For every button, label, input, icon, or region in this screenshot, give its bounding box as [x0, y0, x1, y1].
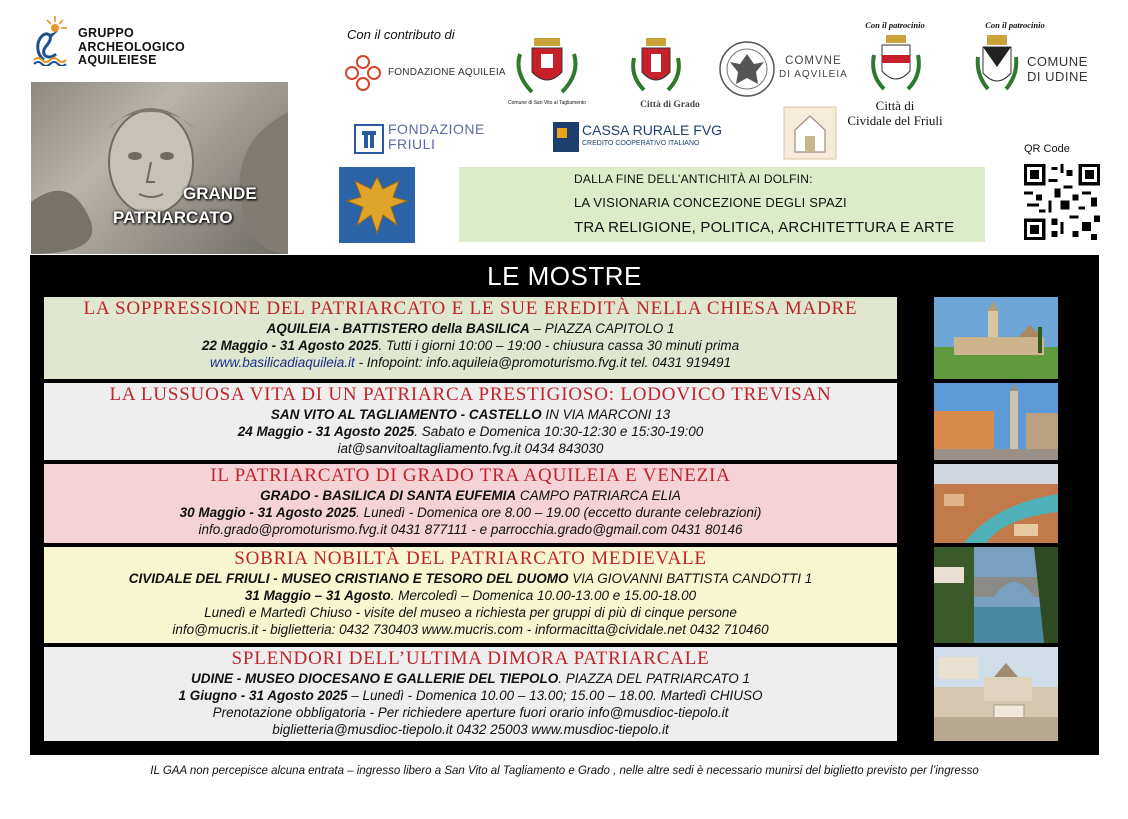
opening-hours: . Sabato e Domenica 10:30-12:30 e 15:30-19:00: [414, 424, 704, 439]
fondazione-friuli-line: FRIULI: [388, 136, 436, 152]
grado-photo-icon: [934, 464, 1058, 543]
opening-hours: . Tutti i giorni 10:00 – 19:00 - chiusura cassa 30 minuti prima: [378, 338, 740, 353]
contrib-label: Con il contributo di: [347, 27, 455, 42]
aquileia-name-line: DI AQVILEIA: [779, 69, 848, 80]
date-range: 24 Maggio - 31 Agosto 2025: [237, 424, 415, 439]
qr-label: QR Code: [1024, 143, 1070, 155]
fondazione-aquileia-logo: [344, 54, 382, 92]
venue-name: AQUILEIA - BATTISTERO della BASILICA: [266, 321, 530, 336]
exhibition-note: Lunedì e Martedì Chiuso - visite del museo a richiesta per gruppi di più di cinque persone: [204, 605, 737, 620]
contact-info: - Infopoint: info.aquileia@promoturismo.fvg.it tel. 0431 919491: [354, 355, 731, 370]
gaa-name-line: AQUILEIESE: [78, 53, 157, 67]
exhibition-contact: info.grado@promoturismo.fvg.it 0431 877111 - e parrocchia.grado@gmail.com 0431 80146: [198, 522, 743, 537]
san-vito-photo-icon: [934, 383, 1058, 460]
fondazione-friuli-name: [388, 122, 485, 152]
exhibition-card-udine: [44, 647, 897, 741]
hero-title-line: PATRIARCATO: [113, 208, 233, 227]
exhibition-dates: [44, 337, 897, 354]
exhibition-venue: [44, 570, 897, 587]
exhibition-contact: biglietteria@musdioc-tiepolo.it 0432 25003 www.musdioc-tiepolo.it: [272, 722, 669, 737]
exhibitions-heading: LE MOSTRE: [487, 261, 642, 291]
exhibition-venue: [44, 487, 897, 504]
gaa-name: [78, 27, 185, 68]
gaa-logo: [30, 14, 70, 66]
venue-address: CAMPO PATRIARCA ELIA: [516, 488, 681, 503]
subtitle-line: TRA RELIGIONE, POLITICA, ARCHITETTURA E ARTE: [574, 219, 955, 236]
opening-hours: . Lunedì - Domenica ore 8.00 – 19.00 (eccetto durante celebrazioni): [356, 505, 762, 520]
cassa-rurale-line: CASSA RURALE FVG: [582, 122, 723, 138]
gaa-name-line: ARCHEOLOGICO: [78, 39, 186, 54]
aquileia-name: [779, 54, 848, 82]
photo-grado: [934, 464, 1058, 543]
exhibition-card-san-vito: [44, 383, 897, 460]
website-link[interactable]: www.basilicadiaquileia.it: [209, 355, 355, 370]
fondazione-aquileia-name: FONDAZIONE AQUILEIA: [388, 67, 506, 78]
venue-name: CIVIDALE DEL FRIULI - MUSEO CRISTIANO E TESORO DEL DUOMO: [128, 571, 569, 586]
exhibition-note: Prenotazione obbligatoria - Per richiedere aperture fuori orario info@musdioc-tiepolo.it: [212, 705, 729, 720]
cividale-name: [830, 98, 960, 128]
udine-patrocinio: Con il patrocinio: [985, 20, 1045, 30]
exhibition-title: LA SOPPRESSIONE DEL PATRIARCATO E LE SUE EREDITÀ NELLA CHIESA MADRE: [83, 298, 858, 319]
exhibition-contact: info@mucris.it - biglietteria: 0432 730403 www.mucris.com - informacitta@cividale.net 0432 710460: [172, 622, 769, 637]
exhibition-contact: [44, 354, 897, 371]
grado-name: Città di Grado: [640, 100, 700, 110]
venue-address: – PIAZZA CAPITOLO 1: [529, 321, 675, 336]
exhibition-title: SOBRIA NOBILTÀ DEL PATRIARCATO MEDIEVALE: [234, 548, 707, 569]
gaa-name-line: GRUPPO: [78, 26, 134, 40]
exhibition-card-grado: [44, 464, 897, 543]
exhibition-dates: [44, 687, 897, 704]
venue-address: VIA GIOVANNI BATTISTA CANDOTTI 1: [568, 571, 813, 586]
venue-name: GRADO - BASILICA DI SANTA EUFEMIA: [260, 488, 517, 503]
photo-san-vito: [934, 383, 1058, 460]
footer-note: IL GAA non percepisce alcuna entrata – ingresso libero a San Vito al Tagliamento e Grado , nelle altre sedi è necessario munirsi del biglietto previsto per l’ingresso: [150, 765, 979, 777]
aquileia-name-line: COMVNE: [785, 55, 842, 67]
subtitle-line: DALLA FINE DELL’ANTICHITÀ AI DOLFIN:: [574, 172, 813, 186]
exhibition-title: SPLENDORI DELL’ULTIMA DIMORA PATRIARCALE: [231, 648, 710, 669]
udine-name-line: DI UDINE: [1027, 69, 1089, 84]
exhibition-venue: [44, 320, 897, 337]
opening-hours: – Lunedì - Domenica 10.00 – 13.00; 15.00 – 18.00. Martedì CHIUSO: [347, 688, 763, 703]
exhibition-contact: iat@sanvitoaltagliamento.fvg.it 0434 843030: [337, 441, 604, 456]
hero-title-line: GRANDE: [183, 184, 257, 203]
photo-udine: [934, 647, 1058, 741]
patriarch-eagle-image: [339, 167, 415, 243]
hero-title: [113, 182, 257, 230]
udine-name: [1027, 54, 1088, 84]
grado-crest: [626, 36, 686, 96]
cividale-patrocinio: Con il patrocinio: [865, 20, 925, 30]
opening-hours: . Mercoledì – Domenica 10.00-13.00 e 15.00-18.00: [390, 588, 697, 603]
photo-cividale: [934, 547, 1058, 643]
cividale-name-line: Cividale del Friuli: [847, 113, 943, 128]
exhibition-dates: [44, 504, 897, 521]
exhibition-venue: [44, 406, 897, 423]
fondazione-friuli-line: FONDAZIONE: [388, 121, 485, 137]
date-range: 22 Maggio - 31 Agosto 2025: [201, 338, 379, 353]
cassa-rurale-subline: CREDITO COOPERATIVO ITALIANO: [582, 140, 700, 147]
date-range: 30 Maggio - 31 Agosto 2025: [179, 505, 357, 520]
venue-address: IN VIA MARCONI 13: [541, 407, 671, 422]
fondazione-friuli-logo: [354, 124, 384, 154]
cassa-rurale-logo: [553, 122, 579, 152]
venue-name: UDINE - MUSEO DIOCESANO E GALLERIE DEL TIEPOLO: [190, 671, 559, 686]
exhibition-card-cividale: [44, 547, 897, 643]
cividale-crest: [866, 33, 926, 95]
cassa-rurale-name: [582, 123, 722, 151]
aquileia-seal: [718, 40, 776, 98]
date-range: 31 Maggio – 31 Agosto: [244, 588, 391, 603]
san-vito-crest: [510, 34, 584, 98]
udine-name-line: COMUNE: [1027, 54, 1088, 69]
exhibition-card-aquileia: [44, 297, 897, 379]
venue-address: . PIAZZA DEL PATRIARCATO 1: [558, 671, 751, 686]
basilica-photo-icon: [934, 297, 1058, 379]
exhibition-title: IL PATRIARCATO DI GRADO TRA AQUILEIA E VENEZIA: [210, 465, 731, 486]
exhibition-dates: [44, 423, 897, 440]
qr-code[interactable]: [1024, 164, 1100, 240]
udine-photo-icon: [934, 647, 1058, 741]
venue-name: SAN VITO AL TAGLIAMENTO - CASTELLO: [270, 407, 542, 422]
san-vito-name: Comune di San Vito al Tagliamento: [508, 100, 586, 106]
exhibition-dates: [44, 587, 897, 604]
subtitle-line: LA VISIONARIA CONCEZIONE DEGLI SPAZI: [574, 195, 847, 210]
cividale-photo-icon: [934, 547, 1058, 643]
date-range: 1 Giugno - 31 Agosto 2025: [178, 688, 348, 703]
eagle-icon: [339, 167, 415, 243]
exhibition-venue: [44, 670, 897, 687]
cividale-name-line: Città di: [875, 98, 915, 113]
church-logo: [783, 106, 837, 160]
exhibition-subtitle: [459, 167, 985, 242]
exhibition-title: LA LUSSUOSA VITA DI UN PATRIARCA PRESTIGIOSO: LODOVICO TREVISAN: [109, 384, 832, 405]
photo-aquileia-basilica: [934, 297, 1058, 379]
udine-crest: [974, 33, 1020, 95]
